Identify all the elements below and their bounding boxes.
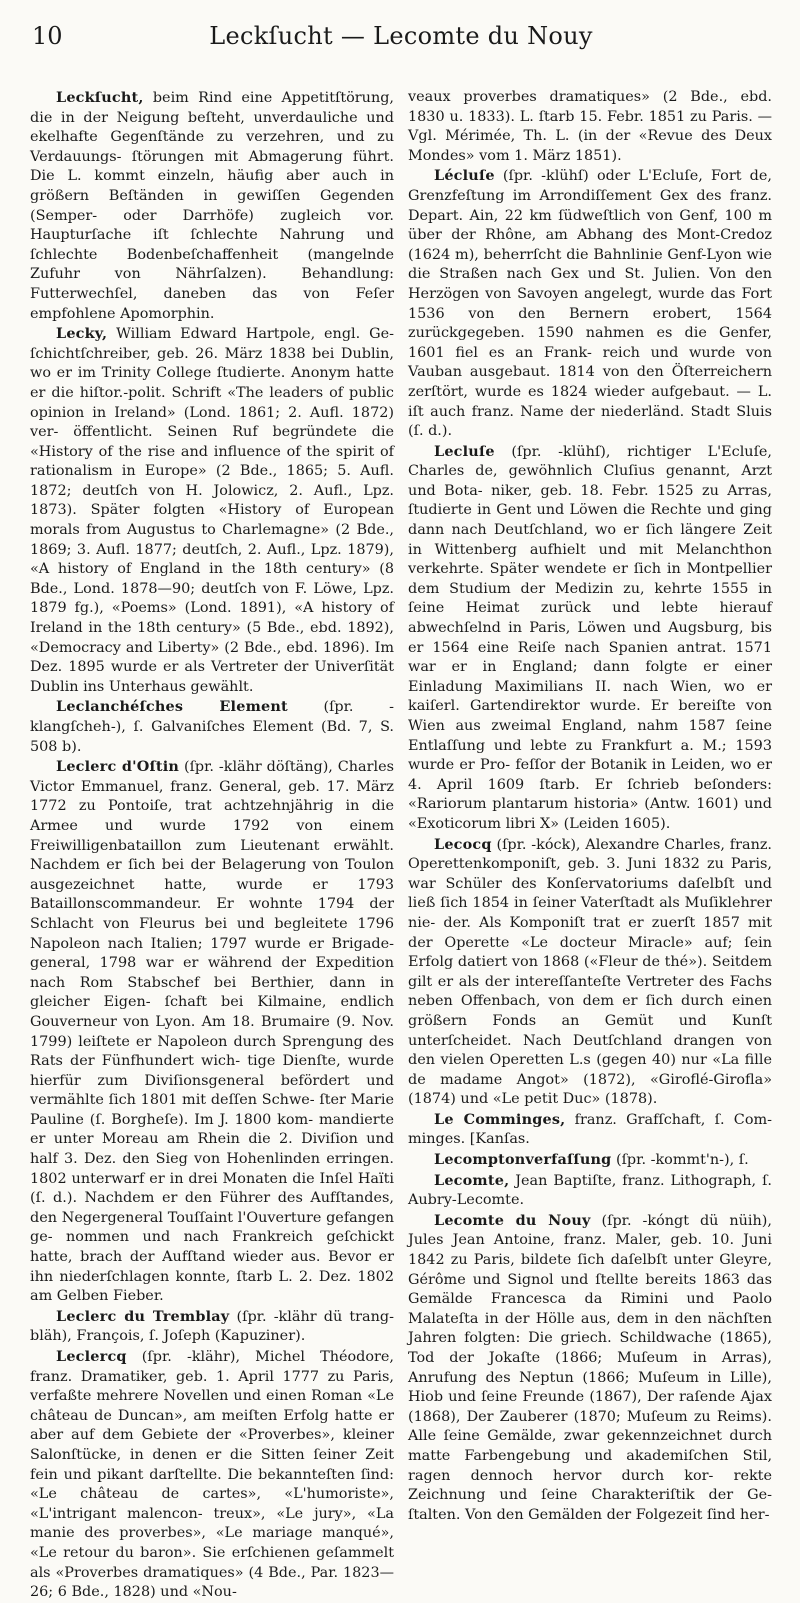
entry-text-line: Dublin ins Unterhaus gewählt. bbox=[30, 678, 254, 695]
entry-text-line: (ſpr. -klangſcheh-), bbox=[30, 699, 394, 735]
entry-text-line: general, 1798 war er während der Expedition nach bbox=[30, 955, 394, 991]
entry-text-line: Hölle aus, dem in den nächſten Jahren folgten: bbox=[408, 1310, 772, 1347]
entry-text-line: und lebte hierauf abwechſelnd in Paris, Löwen bbox=[408, 600, 772, 637]
entry-text-line: nommen und nach Frankreich geſchickt hatte, brach der bbox=[30, 1229, 394, 1266]
entry-text-line: u. 1833). L. ſtarb 15. Febr. 1851 zu Paris. — Vgl. bbox=[408, 108, 772, 145]
entry-text-line: ſchichtſchreiber, geb. 26. März 1838 bei Dublin, wo bbox=[30, 345, 394, 382]
entry-text-line: reich und wurde von Vauban ausgebaut. 1814 von bbox=[408, 344, 772, 381]
entry-text-line: de, gewöhnlich Cluſius genannt, Arzt und Bota- bbox=[408, 463, 773, 499]
entry-text-line: erſchienen geſammelt als «Proverbes dramatiques» bbox=[30, 1544, 395, 1581]
dictionary-entry bbox=[408, 1171, 772, 1211]
entry-text-line: den Öſterreichern zerſtört, wurde es 1824 wieder bbox=[408, 364, 773, 400]
entry-text-line: (Leiden 1605). bbox=[563, 815, 671, 832]
entry-text-line: Dramatiker, geb. 1. April 1777 zu Paris, verfaßte bbox=[30, 1368, 394, 1405]
entry-headword: Lecluſe bbox=[434, 442, 495, 460]
dictionary-entry bbox=[408, 1211, 772, 1526]
entry-text-line: treux», «Le jury», «La manie des proverbes», «Le bbox=[30, 1505, 394, 1542]
entry-text-line: der Neigung beſteht, unverdauliche und ekelhafte bbox=[30, 109, 395, 146]
entry-text-line: Rom Stabschef bei Berthier, dann in gleicher Eigen- bbox=[30, 974, 395, 1011]
entry-text-line: Belagerung von Toulon ausgezeichnet hatte, wurde bbox=[30, 857, 394, 893]
entry-text-line: ſtörungen mit Abmagerung führt. Die L. kommt bbox=[30, 148, 394, 185]
entry-text-line: und lebte zu Frankfurt a. M.; 1593 wurde er Pro- bbox=[408, 737, 772, 774]
entry-text-line: Mérimée, Th. L. (in der «Revue des Deux Mondes» bbox=[408, 128, 773, 164]
entry-text-line: de Duncan», am meiſten Erfolg hatte er aber auf bbox=[30, 1407, 395, 1444]
entry-text-line: Deutſchland drangen von den vielen Operetten L.s bbox=[408, 1032, 772, 1069]
entry-text-line: Aufſtand wieder aus. Bevor er ihn niederſchlagen bbox=[30, 1249, 395, 1285]
entry-text-line: öffentlicht. Seinen Ruf begründete die «History of bbox=[30, 424, 394, 460]
entry-text-line: 1802 unterwarf er in drei Monaten die Inſel Haïti bbox=[30, 1170, 394, 1187]
dictionary-entry bbox=[408, 835, 772, 1110]
entry-text-line: Gent und Löwen die Rechte und ging dann nach bbox=[408, 502, 772, 539]
entry-text-line: 18th century» (8 Bde., Lond. 1878—90; deutſch von bbox=[30, 561, 395, 597]
dictionary-entry bbox=[30, 757, 394, 1307]
entry-text-line: bläh), François, ſ. Joſeph (Kapuziner). bbox=[30, 1328, 306, 1345]
entry-text-line: (ſ. d.). Nachdem er den Führer des Aufſtandes, den bbox=[30, 1190, 394, 1226]
entry-text-line: (1870; Muſeum zu Reims). Alle ſeine Gemälde, bbox=[408, 1408, 772, 1445]
entry-text-line: minges. [Kanſas. bbox=[408, 1131, 530, 1148]
entry-text-line: 2. Aufl., Lpz. 1879), «A history of England in the bbox=[30, 541, 394, 578]
entry-text-line: Operettenkomponiſt, geb. 3. Juni 1832 zu Paris, bbox=[408, 856, 772, 873]
entry-text-line: ſtalten. Von den Gemälden der Folgezeit ſind her- bbox=[408, 1506, 770, 1523]
entry-text-line: und Augsburg, bis er 1564 eine Reiſe nach Spanien bbox=[408, 620, 773, 656]
entry-text-line: durch Sprengung des Rats der Fünfhundert wich- bbox=[30, 1033, 394, 1070]
entry-text-line: the rise and influence of the spirit of rationalism bbox=[30, 443, 394, 480]
entry-text-line: ſchlechte Bodenbeſchaffenheit (mangelnde Zufuhr von bbox=[30, 246, 394, 283]
entry-text-line: historia» (Antw. 1601) und «Exoticorum libri X» bbox=[408, 796, 772, 832]
entry-text-line: Francesca da Rimini und Paolo Malateſta in der bbox=[408, 1291, 772, 1327]
entry-text-line: die hiſtor.-polit. Schrift «The leaders of public bbox=[51, 384, 394, 401]
entry-text-line: Deutſchland, wo er ſich längere Zeit in Wittenberg bbox=[408, 522, 772, 558]
entry-text-line: akademiſchen Stil, ragen dennoch hervor durch kor- bbox=[408, 1447, 773, 1484]
entry-text-line: mehrere Novellen und einen Roman «Le château bbox=[30, 1388, 395, 1424]
entry-text-line: ſchaft bei Kilmaine, endlich Gouverneur von Lyon. bbox=[30, 994, 395, 1030]
dictionary-entry bbox=[30, 324, 394, 697]
entry-text-line: (1867), Der raſende Ajax (1868), Der Zauberer bbox=[408, 1389, 773, 1425]
entry-text-line: aufhielt und mit Melanchthon verkehrte. Später bbox=[408, 541, 772, 578]
entry-text-line: kaiſerl. Gartendirektor wurde. Er bereiſte von Wien bbox=[408, 698, 772, 734]
dictionary-entry bbox=[30, 1307, 394, 1347]
entry-text-line: (1866; Muſeum in Arras), Anrufung des Neptun bbox=[408, 1350, 772, 1386]
entry-headword: Lecocq bbox=[434, 835, 492, 853]
entry-text-line: er im Trinity College ſtudierte. Anonym hatte er bbox=[30, 365, 395, 401]
entry-text-line: 1590 nahmen es die Genfer, 1601 fiel es an Frank- bbox=[408, 325, 772, 361]
entry-text-line: konnte, ſtarb L. 2. Dez. 1802 am Gelben Fieber. bbox=[30, 1268, 395, 1305]
entry-text-line: (ſpr. -klähr dü trang- bbox=[229, 1308, 394, 1325]
dictionary-entry bbox=[408, 1110, 772, 1150]
entry-text-line: der Schlacht von Fleurus bei und begleitete 1796 bbox=[30, 896, 395, 932]
text-columns bbox=[30, 88, 772, 1603]
entry-text-line: Herzögen von Savoyen angelegt, wurde das Fort bbox=[408, 285, 772, 302]
entry-text-line: Nährſalzen). Behandlung: Futterwechſel, daneben bbox=[30, 266, 394, 302]
entry-text-line: das von Feſer empfohlene Apomorphin. bbox=[30, 285, 395, 322]
entry-text-line: war Schüler des Konſervatoriums daſelbſt und ließ bbox=[408, 875, 772, 912]
entry-headword: Lecomptonverfaſſung bbox=[434, 1151, 612, 1169]
dictionary-entry bbox=[408, 442, 772, 835]
entry-text-line: ſ. Aubry-Lecomte. bbox=[408, 1172, 772, 1209]
entry-text-line: (ſpr. -klühſ), richtiger L'Ecluſe, Charles bbox=[408, 443, 772, 480]
entry-text-line: 1772 zu Pontoiſe, trat achtzehnjährig in die Armee bbox=[30, 798, 394, 834]
entry-text-line: aufgebaut. — L. iſt auch franz. Name der niederländ. bbox=[408, 383, 772, 420]
entry-text-line: franz. Grafſchaft, ſ. Com- bbox=[565, 1111, 772, 1128]
entry-text-line: beim Rind eine Appetitſtörung, die in bbox=[30, 90, 394, 126]
entry-text-line: «History of European morals from Augustus to bbox=[30, 502, 394, 539]
entry-text-line: (gegen 40) nur «La fille de madame Angot» (1872), bbox=[408, 1052, 772, 1088]
left-column bbox=[30, 88, 394, 1603]
entry-text-line: zwar gekennzeichnet durch matte Farbengebung und bbox=[408, 1428, 773, 1464]
entry-text-line: (ſpr. -klühſ) oder L'Ecluſe, Fort de, bbox=[494, 168, 772, 185]
entry-text-line: Im Dez. 1895 wurde er als Vertreter der Univerſität bbox=[30, 639, 395, 676]
entry-text-line: datiert von 1868 («Fleur de thé»). Seitdem gilt er bbox=[408, 954, 772, 990]
entry-headword: Leclerc d'Oſtin bbox=[56, 758, 180, 776]
entry-text-line: H. Jolowicz, 2. Aufl., Lpz. 1873). Später folgten bbox=[30, 482, 394, 519]
page-number: 10 bbox=[32, 22, 63, 50]
entry-headword: Leclerc du Tremblay bbox=[56, 1307, 230, 1325]
entry-text-line: Grenzfeſtung im Arrondiſſement Gex des franz. bbox=[408, 187, 772, 204]
entry-text-line: vom 1. März 1851). bbox=[479, 147, 622, 164]
entry-text-line: 1892), «Democracy and Liberty» (2 Bde., ebd. 1896). bbox=[30, 620, 394, 656]
entry-text-line: (ſpr. -kóck), Alexandre Charles, franz. bbox=[491, 836, 772, 853]
entry-text-line: opinion in Ireland» (Lond. 1861; 2. Aufl. 1872) ver- bbox=[30, 404, 394, 441]
entry-text-line: Napoleon nach Italien; 1797 wurde er Brigade- bbox=[30, 935, 394, 952]
entry-text-line: zum Lieutenant erwählt. Nachdem er ſich bei der bbox=[30, 837, 394, 874]
entry-headword: Lecomte du Nouy bbox=[434, 1211, 591, 1229]
entry-text-line: und wurde 1792 von einem Freiwilligenbataillon bbox=[30, 817, 394, 854]
entry-text-line: und half 3. Dez. den Sieg von Hohenlinden erringen. bbox=[30, 1131, 394, 1168]
entry-headword: Lecky, bbox=[56, 325, 108, 343]
entry-text-line: Stadt Sluis (ſ. d.). bbox=[408, 403, 773, 440]
entry-text-line: und Signol und ſtellte bereits 1863 das Gemälde bbox=[408, 1271, 772, 1308]
entry-text-line: Negergeneral Touſſaint l'Ouverture gefangen ge- bbox=[30, 1209, 394, 1246]
entry-text-line: als der intereſſanteſte Vertreter des Fachs neben bbox=[408, 973, 773, 1010]
entry-text-line: (1624 m), beherrſcht die Bahnlinie Genf-Lyon wie bbox=[408, 246, 772, 263]
dictionary-entry bbox=[30, 88, 394, 324]
entry-text-line: Fonds an Gemüt und Kunſt unterſcheidet. Nach bbox=[408, 1012, 772, 1049]
entry-headword: Lécluſe bbox=[434, 167, 495, 185]
entry-text-line: history of Ireland in the 18th century» (5 Bde., ebd. bbox=[30, 600, 394, 637]
entry-text-line: rekte Zeichnung und ſeine Charakteriſtik der Ge- bbox=[408, 1467, 772, 1504]
entry-text-line: zu Paris, bildete ſich daſelbſt unter Gleyre, Gérôme bbox=[408, 1252, 773, 1288]
dictionary-entry bbox=[408, 166, 772, 441]
entry-text-line: mariage manqué», «Le retour du baron». Sie bbox=[30, 1525, 394, 1561]
entry-text-line: feſſor der Botanik in Leiden, wo er 4. April 1609 bbox=[408, 757, 773, 793]
entry-text-line: William Edward Hartpole, engl. Ge- bbox=[107, 326, 394, 343]
entry-text-line: (ſpr. -kommt'n-), ſ. bbox=[611, 1152, 749, 1169]
entry-text-line: (ſpr. -kóngt dü nüih), Jules bbox=[408, 1212, 772, 1249]
entry-headword: Leckſucht, bbox=[56, 89, 144, 106]
entry-text-line: (ſpr. -klähr), Michel Théodore, franz. bbox=[30, 1349, 394, 1385]
entry-text-line: Victor Emmanuel, franz. General, geb. 17. März bbox=[30, 778, 394, 795]
entry-text-line: veaux proverbes dramatiques» (2 Bde., ebd. 1830 bbox=[408, 89, 772, 125]
entry-text-line: (4 Bde., Par. 1823—26; 6 Bde., 1828) und «Nou- bbox=[30, 1564, 395, 1601]
entry-text-line: er 1793 Bataillonscommandeur. Er wohnte 1794 bbox=[30, 876, 395, 913]
right-column bbox=[408, 88, 772, 1603]
entry-text-line: Offenbach, von dem er ſich durch einen größern bbox=[408, 993, 772, 1029]
entry-text-line: niker, geb. 18. Febr. 1525 zu Arras, ſtudierte in bbox=[408, 482, 772, 519]
entry-text-line: ſter Marie Pauline (ſ. Borgheſe). Im J. 1800 kom- bbox=[30, 1092, 394, 1128]
entry-text-line: einer Einladung Maximilians II. nach Wien, wo er bbox=[408, 659, 773, 695]
entry-text-line: wendete er ſich in Montpellier dem Studium der bbox=[408, 561, 772, 597]
entry-text-line: über der Rhône, am Abhang des Mont-Credoz bbox=[408, 227, 772, 244]
entry-text-line: einzeln, häufig aber auch in größern Beſtänden in bbox=[30, 168, 394, 204]
entry-text-line: Die griech. Schildwache (1865), Tod der Jokaſte bbox=[408, 1330, 773, 1366]
dictionary-entry bbox=[408, 1150, 772, 1171]
entry-text-line: darſtellte. Die bekannteſten ſind: «Le château de bbox=[30, 1466, 394, 1503]
entry-text-line: in Europe» (2 Bde., 1865; 5. Aufl. 1872; deutſch von bbox=[30, 463, 394, 499]
dictionary-entry bbox=[30, 1347, 394, 1603]
entry-headword: Leclercq bbox=[56, 1348, 127, 1365]
entry-text-line: antrat. 1571 war er in England; dann folgte er bbox=[408, 639, 772, 676]
entry-text-line: Operette «Le docteur Miracle» auf; ſein Erfolg bbox=[408, 934, 773, 971]
entry-text-line: tige Dienſte, wurde hierfür zum Diviſionsgeneral bbox=[30, 1053, 394, 1089]
entry-text-line: (1866; Muſeum in Lille), Hiob und ſeine Freunde bbox=[408, 1369, 772, 1406]
entry-text-line: ſtarb. Er ſchrieb beſonders: «Rariorum plantarum bbox=[408, 776, 772, 813]
entry-headword: Le Comminges, bbox=[434, 1110, 566, 1128]
entry-text-line: Jean Antoine, franz. Maler, geb. 10. Juni 1842 bbox=[408, 1232, 772, 1269]
entry-text-line: ſ. Galvaniſches Element (Bd. 7, S. 508 b). bbox=[30, 719, 394, 755]
entry-text-line: Am 18. Brumaire (9. Nov. 1799) leiſtete er Napoleon bbox=[30, 1013, 394, 1050]
entry-text-line: Charlemagne» (2 Bde., 1869; 3. Aufl. 1877; deutſch, bbox=[30, 522, 394, 558]
entry-text-line: die Straßen nach Gex und St. Julien. Von den bbox=[408, 266, 772, 283]
entry-text-line: zugleich vor. Haupturſache iſt ſchlechte Nahrung und bbox=[30, 207, 395, 244]
entry-text-line: dem Gebiete der «Proverbes», kleiner Salonſtücke, bbox=[30, 1427, 395, 1463]
page-header bbox=[30, 22, 772, 62]
dictionary-entry bbox=[408, 88, 772, 166]
entry-text-line: 1536 von den Bernern erobert, 1564 zurückgegeben. bbox=[408, 305, 772, 342]
entry-text-line: Medizin zu, kehrte 1555 in ſeine Heimat zurück bbox=[408, 580, 772, 617]
entry-headword: Lecomte, bbox=[434, 1171, 510, 1189]
entry-text-line: Jean Baptiſte, franz. Lithograph, bbox=[509, 1172, 757, 1189]
entry-text-line: aus zweimal England, nahm 1587 ſeine Entlaſſung bbox=[408, 718, 772, 754]
entry-text-line: cartes», «L'humoriste», «L'intrigant malencon- bbox=[30, 1486, 395, 1522]
entry-text-line: in denen er die Sitten ſeiner Zeit fein und pikant bbox=[30, 1446, 394, 1483]
entry-text-line: gewiſſen Gegenden (Semper- oder Darrhöfe) bbox=[30, 187, 394, 224]
entry-text-line: Gegenſtände zu verzehren, und zu Verdauungs- bbox=[30, 129, 394, 165]
entry-text-line: befördert und vermählte ſich 1801 mit deſſen Schwe- bbox=[30, 1072, 395, 1109]
entry-text-line: F. Löwe, Lpz. 1879 fg.), «Poems» (Lond. 1891), «A bbox=[30, 580, 394, 617]
entry-text-line: mandierte er unter Moreau am Rhein die 2. Diviſion bbox=[30, 1111, 394, 1148]
entry-text-line: Depart. Ain, 22 km ſüdweſtlich von Genf, 100 m bbox=[408, 207, 772, 224]
running-title: Leckſucht — Lecomte du Nouy bbox=[209, 22, 593, 50]
entry-headword: Leclanchéſches Element bbox=[56, 698, 288, 716]
entry-text-line: «Giroflé-Girofla» (1874) und «Le petit Duc» (1878). bbox=[408, 1071, 772, 1108]
entry-text-line: der. Als Komponiſt trat er zuerſt 1857 mit der bbox=[408, 914, 772, 951]
entry-text-line: ſich 1854 in ſeiner Vaterſtadt als Muſiklehrer nie- bbox=[408, 895, 772, 931]
dictionary-entry bbox=[30, 697, 394, 757]
entry-text-line: (ſpr. -klähr döſtäng), Charles bbox=[179, 759, 394, 776]
